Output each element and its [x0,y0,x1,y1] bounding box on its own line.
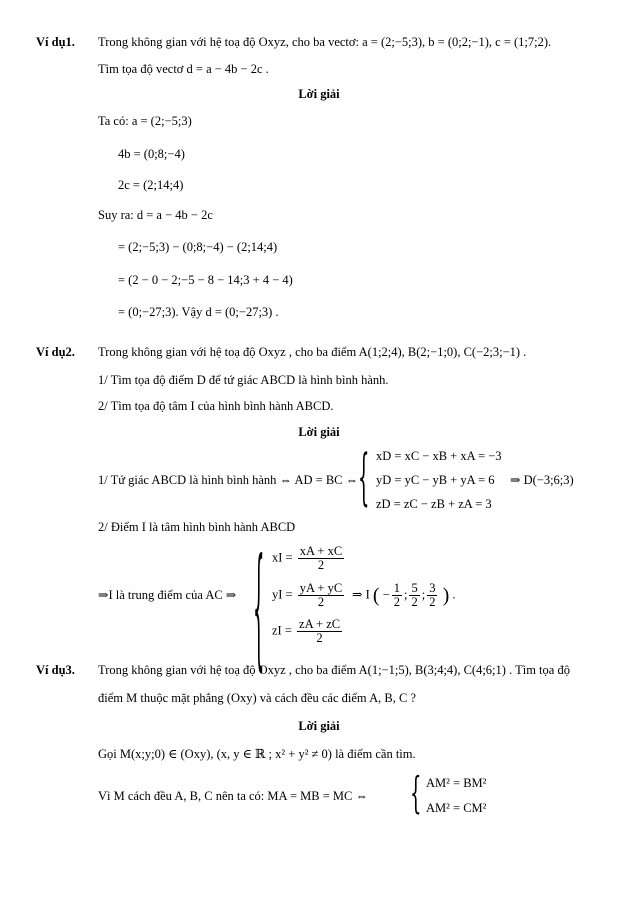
sol1-system-x: xD = xC − xB + xA = −3 [376,449,502,463]
sol1-brace: { [358,443,370,515]
example-1-problem-line-2: Tìm tọa độ vectơ d = a − 4b − 2c . [98,62,269,76]
ex3-brace: { [410,769,422,820]
example-3-problem-line-1: Trong không gian với hệ toạ độ Oxyz , cho ba điểm A(1;−1;5), B(3;4;4), C(4;6;1) . Tìm tọa độ [98,663,570,677]
sol2-var-y: yI = [272,587,293,602]
ex3-system-1: AM² = BM² [426,776,487,790]
sol2-row-y [272,582,346,609]
example-1-line-result: = (0;−27;3). Vậy d = (0;−27;3) . [118,305,279,319]
sol2-frac-y-den: 2 [317,595,325,609]
example-1-line-sub-1: = (2;−5;3) − (0;8;−4) − (2;14;4) [118,240,278,254]
example-1-line-4b: 4b = (0;8;−4) [118,147,185,161]
sol2-frac-y [298,582,344,609]
example-1-line-suy-ra: Suy ra: d = a − 4b − 2c [98,208,213,222]
sol2-result: ⇒ I ( − $\frac{1}{2}$ ; $\frac{5}{2}$ ; $\frac{3}{2}$ ) . [352,581,456,609]
sol2-row-x [272,545,346,572]
sol2-frac-x-num: xA + xC [299,544,343,558]
sol2-frac-x-den: 2 [317,558,325,572]
sol2-frac-x [298,545,344,572]
sol1-system-z: zD = zC − zB + zA = 3 [376,497,492,511]
sol2-result-frac-3-den: 2 [429,595,436,609]
example-1-problem-line-1: Trong không gian với hệ toạ độ Oxyz, cho ba vectơ: a = (2;−5;3), b = (0;2;−1), c = (1;7;2). [98,35,552,49]
example-2-task-2: 2/ Tìm tọa độ tâm I của hình bình hành ABCD. [98,399,334,413]
example-1-line-sub-2: = (2 − 0 − 2;−5 − 8 − 14;3 + 4 − 4) [118,273,293,287]
example-2-task-1: 1/ Tìm tọa độ điểm D để tứ giác ABCD là hình bình hành. [98,373,389,387]
example-3-problem-line-2: điểm M thuộc mặt phẳng (Oxy) và cách đều các điểm A, B, C ? [98,691,416,705]
sol1-system-y: yD = yC − yB + yA = 6 [376,473,495,487]
sol2-frac-z-num: zA + zC [299,617,341,631]
example-2-sol2-text: 2/ Điểm I là tâm hình bình hành ABCD [98,520,296,534]
sol1-result: ⇒ D(−3;6;3) [510,473,574,487]
sol2-frac-z [297,618,342,645]
example-2-solution-heading: Lời giải [298,425,340,439]
example-1-line-2c: 2c = (2;14;4) [118,178,184,192]
sol2-result-frac-1 [392,582,402,609]
example-3-solution-heading: Lời giải [298,719,340,733]
ex3-system-2: AM² = CM² [426,801,487,815]
example-1-solution-heading: Lời giải [298,87,340,101]
sol2-var-x: xI = [272,550,293,565]
sol2-frac-z-den: 2 [316,631,323,645]
sol2-brace: { [253,535,265,689]
sol2-result-frac-3 [427,582,437,609]
sol2-result-frac-1-den: 2 [393,595,400,609]
example-2-sol2-lead: ⇒I là trung điểm của AC ⇒ [98,588,237,602]
sol2-result-frac-2-den: 2 [411,595,418,609]
sol2-result-sign-1: − [382,587,390,602]
example-2-sol1-text: 1/ Tứ giác ABCD là hình bình hành ⇔ AD = BC ⇔ [98,473,359,487]
sol2-row-z [272,618,344,645]
sol2-result-suffix: . [452,587,456,602]
sol2-result-frac-3-num: 3 [429,581,436,595]
sol2-frac-y-num: yA + yC [299,581,343,595]
sol2-var-z: zI = [272,623,292,638]
example-3-line-1: Gọi M(x;y;0) ∈ (Oxy), (x, y ∈ ℝ ; x² + y² ≠ 0) là điểm cần tìm. [98,747,416,761]
example-2-label: Ví dụ2. [36,345,75,359]
sol2-result-frac-1-num: 1 [393,581,400,595]
sol2-result-frac-2 [409,582,419,609]
example-2-problem-line-1: Trong không gian với hệ toạ độ Oxyz , cho ba điểm A(1;2;4), B(2;−1;0), C(−2;3;−1) . [98,345,527,359]
example-1-label: Ví dụ1. [36,35,75,49]
example-3-label: Ví dụ3. [36,663,75,677]
example-1-line-a: Ta có: a = (2;−5;3) [98,114,192,128]
example-3-line-2: Vì M cách đều A, B, C nên ta có: MA = MB = MC ⇔ [98,789,368,803]
sol2-result-frac-2-num: 5 [411,581,418,595]
sol2-result-prefix: ⇒ I [352,587,370,602]
